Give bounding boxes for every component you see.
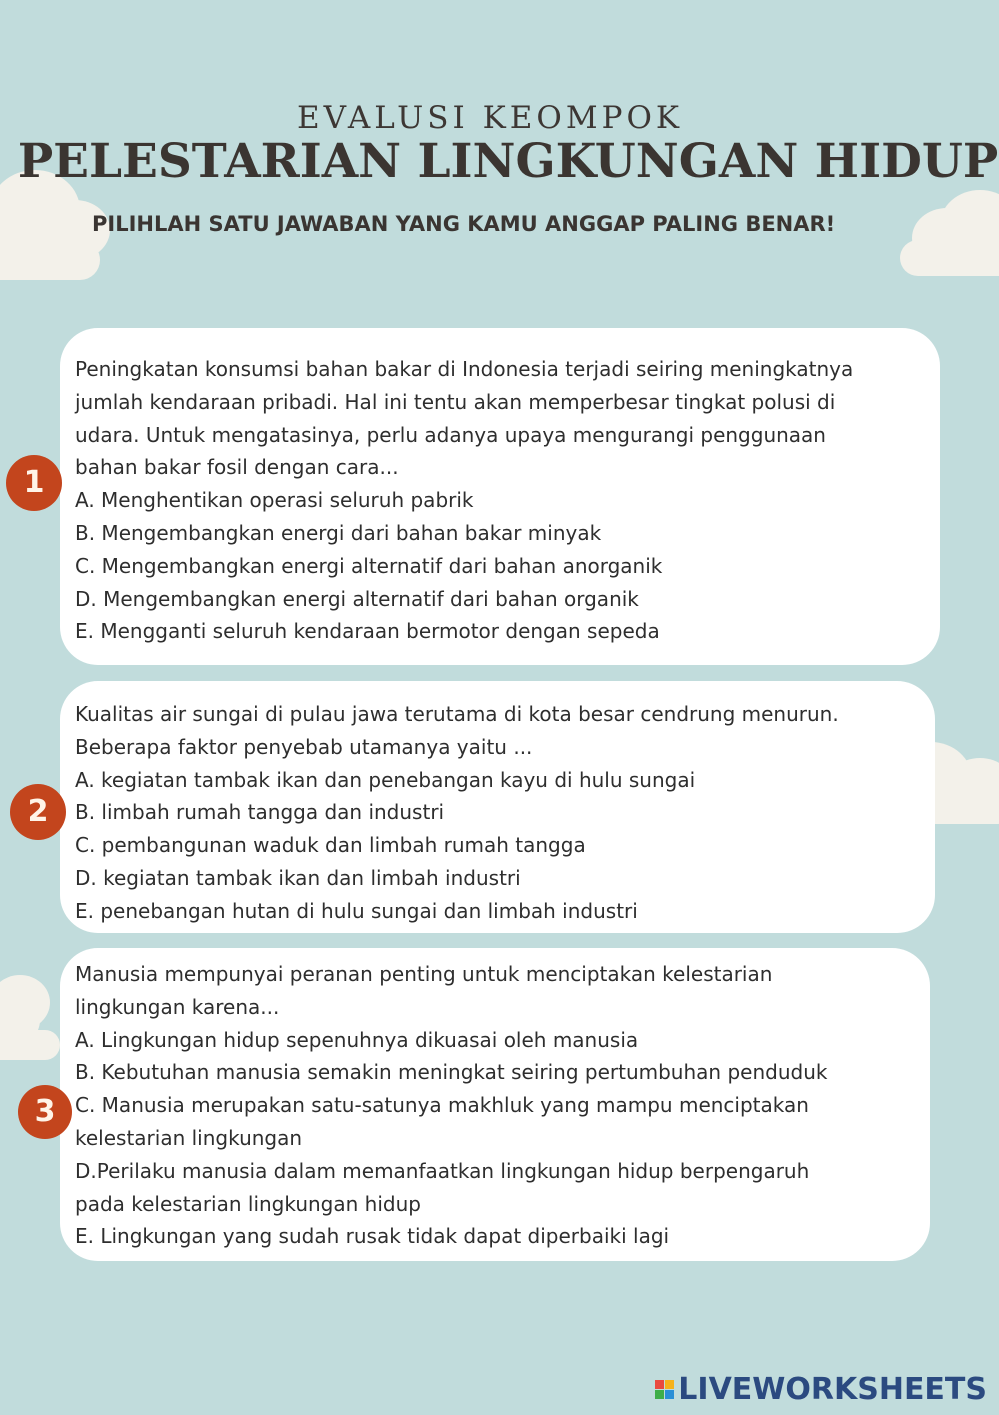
logo-square-green: [655, 1390, 664, 1399]
question-1-option-c[interactable]: C. Mengembangkan energi alternatif dari bahan anorganik: [75, 553, 663, 578]
liveworksheets-logo-icon: [655, 1380, 674, 1399]
question-card-3: [60, 948, 930, 1261]
question-1-stem-line: bahan bakar fosil dengan cara...: [75, 455, 399, 480]
question-2-stem-line: Kualitas air sungai di pulau jawa terutama di kota besar cendrung menurun.: [75, 702, 839, 726]
question-3-stem-line: Manusia mempunyai peranan penting untuk menciptakan kelestarian: [75, 962, 773, 986]
logo-square-blue: [665, 1390, 674, 1399]
question-1-option-d[interactable]: D. Mengembangkan energi alternatif dari bahan organik: [75, 586, 639, 611]
question-3-option-a[interactable]: A. Lingkungan hidup sepenuhnya dikuasai oleh manusia: [75, 1027, 639, 1052]
question-3-option-d[interactable]: D.Perilaku manusia dalam memanfaatkan lingkungan hidup berpengaruh: [75, 1158, 810, 1183]
question-1-option-b[interactable]: B. Mengembangkan energi dari bahan bakar minyak: [75, 520, 602, 545]
question-1-stem-line: udara. Untuk mengatasinya, perlu adanya upaya mengurangi penggunaan: [75, 422, 826, 447]
question-3-option-c-cont[interactable]: kelestarian lingkungan: [75, 1125, 303, 1150]
question-2-option-b[interactable]: B. limbah rumah tangga dan industri: [75, 800, 445, 825]
question-number-badge-3: 3: [18, 1085, 72, 1139]
question-card-1: [60, 328, 940, 665]
brand-logo: [655, 1372, 987, 1407]
instruction-text: PILIHLAH SATU JAWABAN YANG KAMU ANGGAP PALING BENAR!: [92, 212, 836, 236]
question-number-badge-2: 2: [10, 784, 66, 840]
question-1-stem-line: jumlah kendaraan pribadi. Hal ini tentu akan memperbesar tingkat polusi di: [75, 389, 836, 414]
question-2-option-d[interactable]: D. kegiatan tambak ikan dan limbah industri: [75, 865, 521, 890]
question-3-stem-line: lingkungan karena...: [75, 994, 280, 1019]
question-number-badge-1: 1: [6, 455, 62, 511]
brand-name: LIVEWORKSHEETS: [678, 1372, 987, 1407]
question-2-option-c[interactable]: C. pembangunan waduk dan limbah rumah tangga: [75, 833, 586, 858]
question-card-2: [60, 681, 935, 933]
question-3-option-e[interactable]: E. Lingkungan yang sudah rusak tidak dapat diperbaiki lagi: [75, 1224, 670, 1249]
question-3-option-d-cont[interactable]: pada kelestarian lingkungan hidup: [75, 1191, 421, 1216]
question-1-option-e[interactable]: E. Mengganti seluruh kendaraan bermotor dengan sepeda: [75, 619, 660, 644]
logo-square-red: [655, 1380, 664, 1389]
page-title: PELESTARIAN LINGKUNGAN HIDUP: [17, 134, 999, 189]
question-2-option-e[interactable]: E. penebangan hutan di hulu sungai dan limbah industri: [75, 898, 638, 923]
header-kicker: EVALUSI KEOMPOK: [296, 100, 684, 136]
question-2-option-a[interactable]: A. kegiatan tambak ikan dan penebangan kayu di hulu sungai: [75, 767, 696, 792]
question-2-stem-line: Beberapa faktor penyebab utamanya yaitu ...: [75, 734, 533, 759]
question-1-stem-line: Peningkatan konsumsi bahan bakar di Indonesia terjadi seiring meningkatnya: [75, 357, 854, 381]
logo-square-yellow: [665, 1380, 674, 1389]
question-3-option-b[interactable]: B. Kebutuhan manusia semakin meningkat seiring pertumbuhan penduduk: [75, 1060, 828, 1085]
question-1-option-a[interactable]: A. Menghentikan operasi seluruh pabrik: [75, 488, 474, 513]
question-3-option-c[interactable]: C. Manusia merupakan satu-satunya makhluk yang mampu menciptakan: [75, 1093, 809, 1118]
